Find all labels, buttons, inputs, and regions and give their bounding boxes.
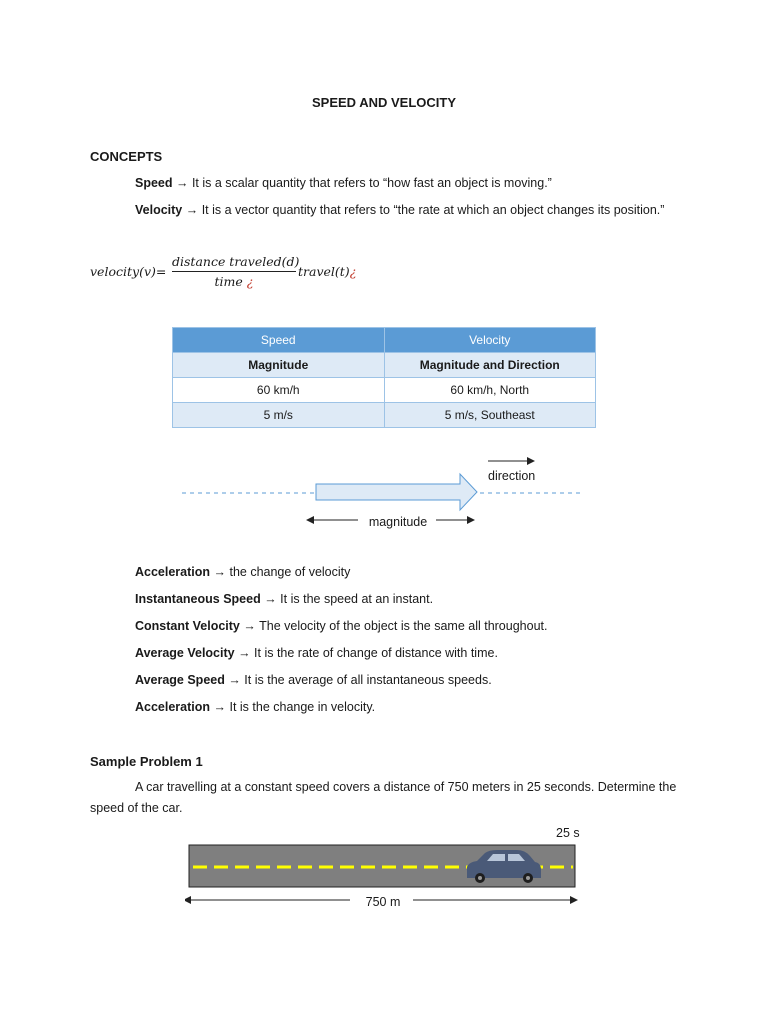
definition-text: → It is the rate of change of distance with time. xyxy=(234,646,498,660)
velocity-text: → It is a vector quantity that refers to “the rate at which an object changes its position.” xyxy=(182,203,665,217)
page-title: SPEED AND VELOCITY xyxy=(312,95,456,110)
definition-term: Acceleration xyxy=(135,700,211,714)
formula-denominator-wrap xyxy=(172,272,296,289)
formula-lhs: velocity(v)= xyxy=(90,264,167,279)
table-cell: 60 km/h xyxy=(173,378,385,403)
time-label: 25 s xyxy=(556,826,580,840)
vector-diagram xyxy=(170,450,590,540)
table-row xyxy=(173,353,596,378)
definition-term: Acceleration xyxy=(135,565,211,579)
definition-text: → It is the change in velocity. xyxy=(210,700,376,714)
formula-numerator: distance traveled(d) xyxy=(172,254,296,272)
table-cell: Magnitude and Direction xyxy=(384,353,596,378)
definition-text: → It is the average of all instantaneous speeds. xyxy=(224,673,492,687)
definition-item xyxy=(135,592,433,606)
formula-tail-glyph: ¿ xyxy=(349,264,357,279)
speed-velocity-table xyxy=(172,327,596,428)
distance-label: 750 m xyxy=(365,895,401,909)
formula-tail xyxy=(298,264,356,279)
velocity-term: Velocity xyxy=(135,203,183,217)
table-cell: 60 km/h, North xyxy=(384,378,596,403)
table-header-velocity: Velocity xyxy=(384,328,596,353)
formula-glyph: ¿ xyxy=(246,274,254,289)
formula-fraction xyxy=(172,254,300,289)
formula-denominator: time xyxy=(214,274,243,289)
sample-problem-line2: speed of the car. xyxy=(90,801,183,815)
definition-term: Instantaneous Speed → xyxy=(135,592,277,606)
velocity-definition xyxy=(135,203,664,217)
speed-term: Speed xyxy=(135,176,173,190)
definition-item xyxy=(135,619,547,633)
definition-item xyxy=(135,646,498,660)
direction-label: direction xyxy=(488,469,536,483)
table-cell: 5 m/s xyxy=(173,403,385,428)
sample-problem-line1: A car travelling at a constant speed covers a distance of 750 meters in 25 seconds. Determine the xyxy=(135,780,677,794)
table-header-speed: Speed xyxy=(173,328,385,353)
speed-text: → It is a scalar quantity that refers to “how fast an object is moving.” xyxy=(172,176,552,190)
vector-arrow xyxy=(316,474,477,510)
table-header-row xyxy=(173,328,596,353)
road-diagram xyxy=(185,840,585,915)
definition-term: Constant Velocity → xyxy=(135,619,256,633)
table-row xyxy=(173,403,596,428)
concepts-heading: CONCEPTS xyxy=(90,149,163,164)
definition-term: Average Velocity xyxy=(135,646,235,660)
formula-tail-text: travel(t) xyxy=(298,264,350,279)
magnitude-label: magnitude xyxy=(368,515,428,529)
definition-term: Average Speed xyxy=(135,673,225,687)
definition-text: It is the speed at an instant. xyxy=(276,592,434,606)
definition-text: → the change of velocity xyxy=(210,565,351,579)
sample-problem-heading: Sample Problem 1 xyxy=(90,754,203,769)
definition-item xyxy=(135,565,350,579)
definition-text: The velocity of the object is the same all throughout. xyxy=(255,619,548,633)
table-row xyxy=(173,378,596,403)
definition-item xyxy=(135,673,492,687)
definition-item xyxy=(135,700,375,714)
table-cell: 5 m/s, Southeast xyxy=(384,403,596,428)
table-cell: Magnitude xyxy=(173,353,385,378)
speed-definition xyxy=(135,176,552,190)
